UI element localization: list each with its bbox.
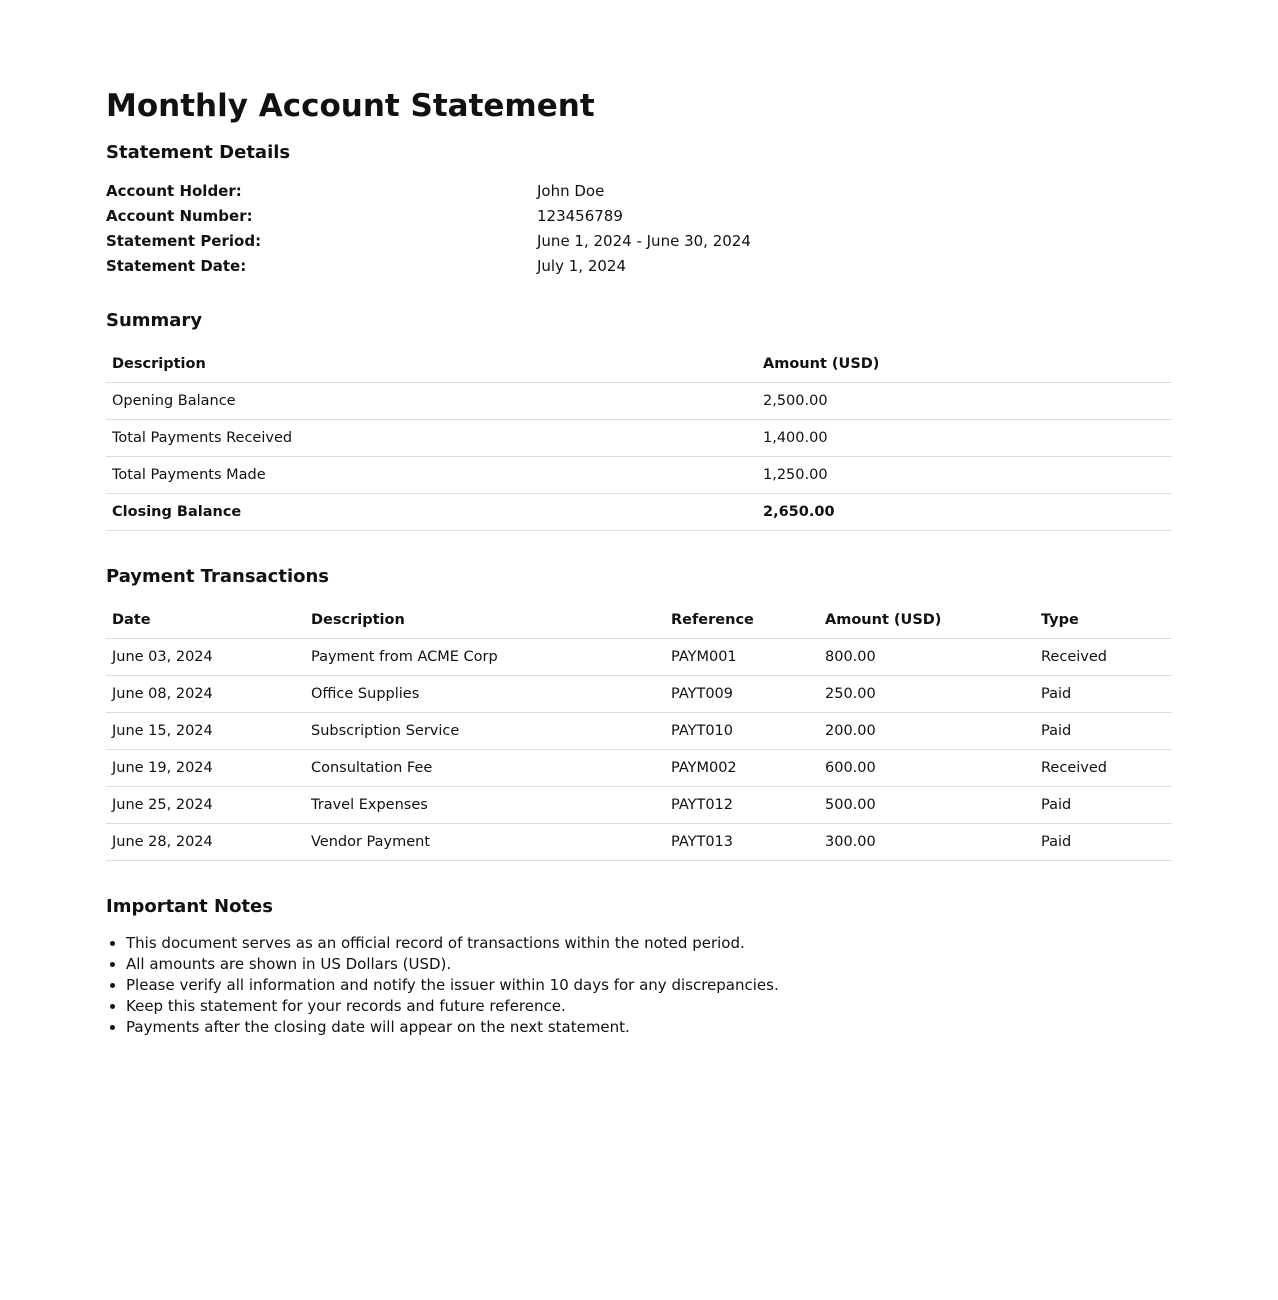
payment-transactions-heading: Payment Transactions [106, 565, 330, 587]
date-cell: June 19, 2024 [106, 750, 305, 787]
table-row [106, 824, 1172, 861]
description-cell: Consultation Fee [305, 750, 665, 787]
statement-details-heading: Statement Details [106, 142, 291, 164]
detail-value: 123456789 [537, 206, 623, 225]
date-cell: June 03, 2024 [106, 639, 305, 676]
detail-label: Account Holder: [106, 181, 242, 200]
detail-label: Statement Period: [106, 231, 262, 250]
description-cell: Vendor Payment [305, 824, 665, 861]
type-cell: Paid [1035, 787, 1172, 824]
amount-cell: 200.00 [819, 713, 1035, 750]
summary-description-cell: Closing Balance [106, 493, 757, 530]
description-cell: Office Supplies [305, 676, 665, 713]
date-cell: June 25, 2024 [106, 787, 305, 824]
summary-description-cell: Opening Balance [106, 382, 757, 419]
list-item: • All amounts are shown in US Dollars (USD). [126, 954, 1172, 975]
type-cell: Received [1035, 750, 1172, 787]
reference-cell: PAYT013 [665, 824, 819, 861]
summary-table [106, 346, 1172, 531]
table-row [106, 639, 1172, 676]
list-item: • This document serves as an official record of transactions within the noted period. [126, 933, 1172, 954]
list-item: • Payments after the closing date will appear on the next statement. [126, 1017, 1172, 1038]
column-header-amount: Amount (USD) [757, 346, 1172, 383]
date-cell: June 28, 2024 [106, 824, 305, 861]
summary-description-cell: Total Payments Received [106, 419, 757, 456]
summary-amount-cell: 1,400.00 [757, 419, 1172, 456]
notes-list [106, 933, 1172, 1038]
description-cell: Payment from ACME Corp [305, 639, 665, 676]
table-header-row [106, 346, 1172, 383]
amount-cell: 500.00 [819, 787, 1035, 824]
summary-heading: Summary [106, 309, 203, 331]
list-item: • Keep this statement for your records and future reference. [126, 996, 1172, 1017]
detail-row-statement-date [106, 254, 1172, 279]
table-row [106, 787, 1172, 824]
table-row [106, 382, 1172, 419]
detail-row-statement-period [106, 229, 1172, 254]
transactions-table [106, 602, 1172, 861]
type-cell: Paid [1035, 676, 1172, 713]
detail-row-account-holder [106, 179, 1172, 204]
statement-details [106, 179, 1172, 279]
detail-value: John Doe [537, 181, 605, 200]
reference-cell: PAYT009 [665, 676, 819, 713]
table-row [106, 713, 1172, 750]
detail-value: July 1, 2024 [537, 256, 626, 275]
table-row [106, 750, 1172, 787]
description-cell: Subscription Service [305, 713, 665, 750]
detail-label: Statement Date: [106, 256, 247, 275]
table-row [106, 676, 1172, 713]
summary-amount-cell: 1,250.00 [757, 456, 1172, 493]
table-row [106, 456, 1172, 493]
reference-cell: PAYM001 [665, 639, 819, 676]
column-header-description: Description [106, 346, 757, 383]
page-title: Monthly Account Statement [106, 88, 595, 124]
list-item: • Please verify all information and notify the issuer within 10 days for any discrepancies. [126, 975, 1172, 996]
detail-row-account-number [106, 204, 1172, 229]
column-header-amount: Amount (USD) [819, 602, 1035, 639]
summary-amount-cell: 2,650.00 [757, 493, 1172, 530]
reference-cell: PAYT010 [665, 713, 819, 750]
important-notes-heading: Important Notes [106, 896, 273, 918]
amount-cell: 300.00 [819, 824, 1035, 861]
table-row [106, 419, 1172, 456]
summary-amount-cell: 2,500.00 [757, 382, 1172, 419]
type-cell: Received [1035, 639, 1172, 676]
amount-cell: 800.00 [819, 639, 1035, 676]
summary-description-cell: Total Payments Made [106, 456, 757, 493]
type-cell: Paid [1035, 824, 1172, 861]
table-row-total [106, 493, 1172, 530]
date-cell: June 08, 2024 [106, 676, 305, 713]
date-cell: June 15, 2024 [106, 713, 305, 750]
type-cell: Paid [1035, 713, 1172, 750]
amount-cell: 600.00 [819, 750, 1035, 787]
description-cell: Travel Expenses [305, 787, 665, 824]
column-header-reference: Reference [665, 602, 819, 639]
detail-label: Account Number: [106, 206, 253, 225]
column-header-date: Date [106, 602, 305, 639]
reference-cell: PAYT012 [665, 787, 819, 824]
column-header-type: Type [1035, 602, 1172, 639]
reference-cell: PAYM002 [665, 750, 819, 787]
column-header-description: Description [305, 602, 665, 639]
detail-value: June 1, 2024 - June 30, 2024 [537, 231, 751, 250]
table-header-row [106, 602, 1172, 639]
amount-cell: 250.00 [819, 676, 1035, 713]
